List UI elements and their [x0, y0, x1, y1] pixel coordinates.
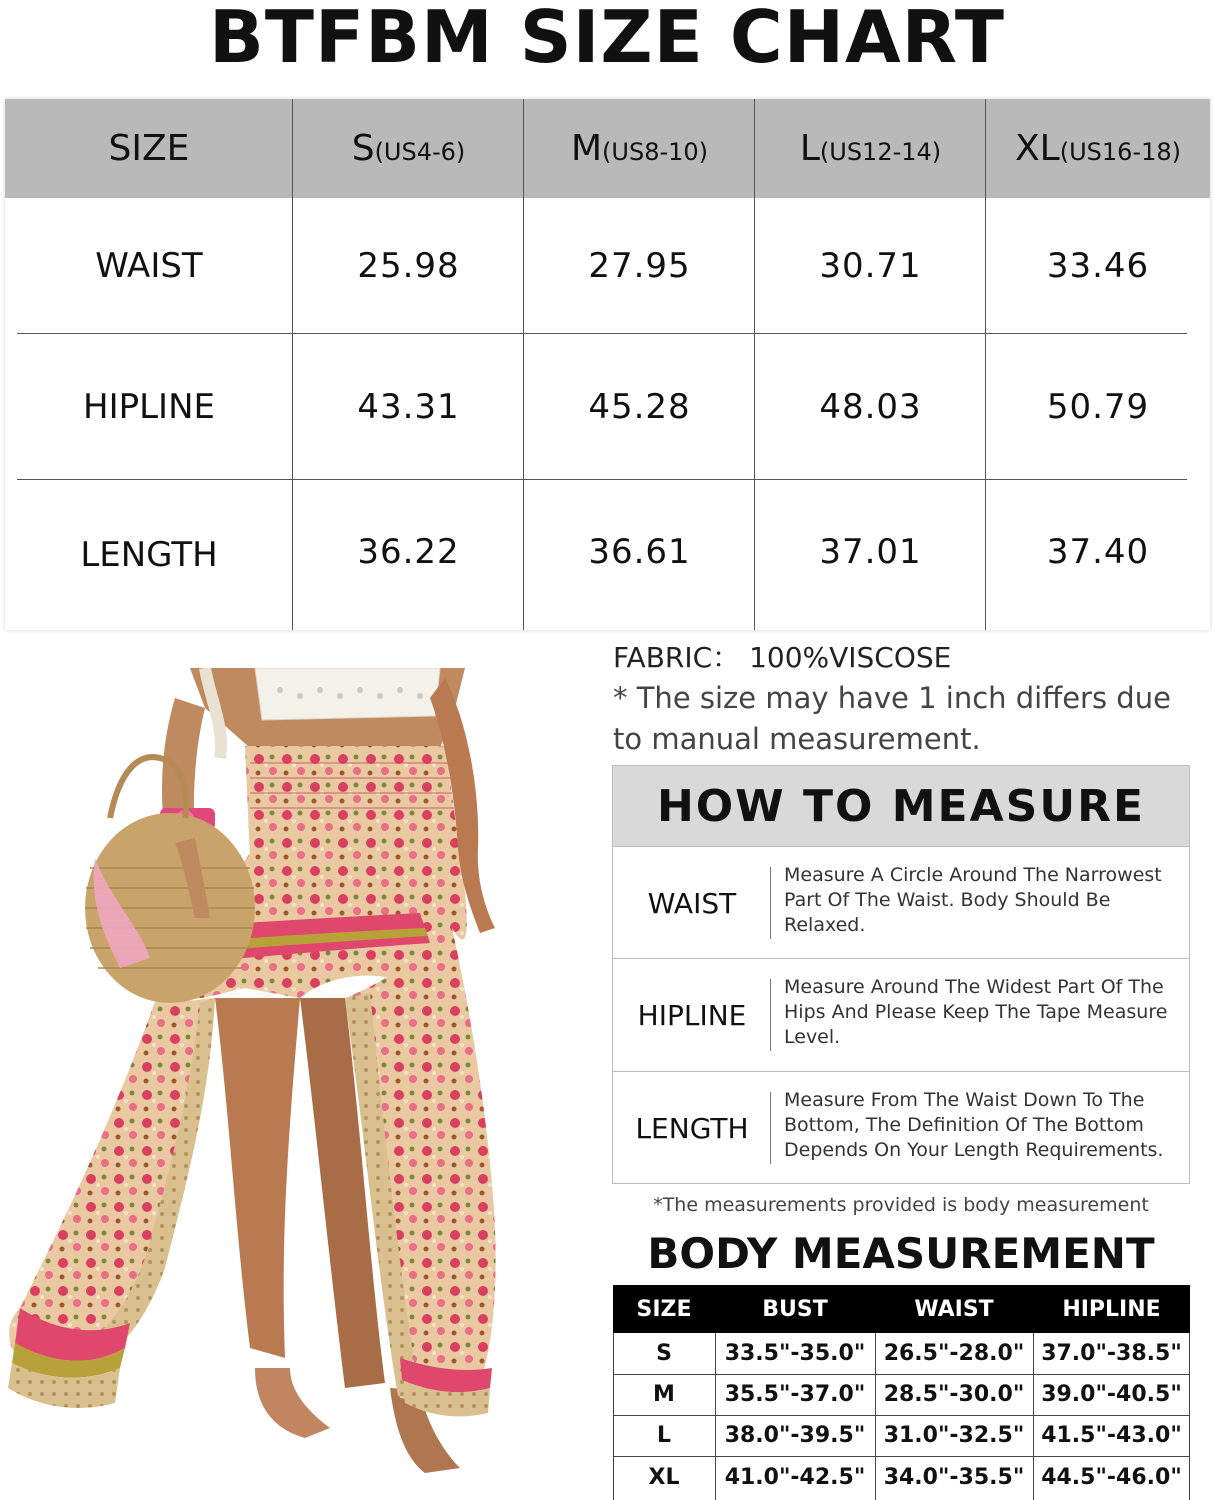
- table-cell: 37.01: [819, 531, 922, 572]
- table-cell: 41.5"-43.0": [1041, 1423, 1182, 1448]
- how-to-measure-title: HOW TO MEASURE: [613, 766, 1189, 846]
- divider: [770, 1092, 771, 1164]
- divider: [770, 979, 771, 1051]
- skirt-illustration: [0, 668, 505, 1500]
- table-cell: 44.5"-46.0": [1041, 1464, 1182, 1490]
- size-us-range: (US12-14): [819, 137, 942, 166]
- table-cell: 38.0"-39.5": [724, 1423, 866, 1448]
- table-cell: 30.71: [819, 245, 922, 286]
- fabric-info: FABRIC： 100%VISCOSE: [613, 641, 952, 674]
- size-letter: S: [351, 128, 375, 169]
- divider: [770, 867, 771, 939]
- table-cell: 36.61: [588, 531, 691, 572]
- size-chart-table: [5, 99, 1210, 630]
- table-cell: 33.46: [1046, 245, 1150, 286]
- table-cell: XL: [648, 1464, 680, 1490]
- table-cell: 26.5"-28.0": [883, 1341, 1025, 1366]
- how-to-measure-box: [612, 765, 1190, 1184]
- size-us-range: (US16-18): [1059, 137, 1181, 166]
- measure-description: Measure From The Waist Down To The Bottom, The Definition Of The Bottom Depends On Your Length Requirements.: [784, 1089, 1164, 1161]
- page-title: BTFBM SIZE CHART: [208, 0, 1005, 79]
- table-cell: 28.5"-30.0": [883, 1382, 1025, 1407]
- measure-row-length: [613, 1071, 1189, 1183]
- table-cell: L: [656, 1423, 672, 1448]
- table-cell: S: [656, 1341, 672, 1366]
- size-note: * The size may have 1 inch differs due to manual measurement.: [613, 681, 1171, 756]
- body-measurement-note: *The measurements provided is body measurement: [653, 1194, 1149, 1216]
- table-cell: M: [653, 1382, 675, 1407]
- measure-row-hipline: [613, 958, 1189, 1070]
- size-letter: M: [570, 128, 603, 169]
- table-cell: 33.5"-35.0": [724, 1341, 866, 1366]
- table-cell: 25.98: [357, 245, 460, 286]
- measure-description: Measure A Circle Around The Narrowest Part Of The Waist. Body Should Be Relaxed.: [784, 864, 1162, 936]
- body-measurement-title: BODY MEASUREMENT: [647, 1229, 1155, 1278]
- size-header-l: [755, 99, 986, 198]
- size-header-text: SIZE: [108, 128, 190, 169]
- table-cell: 50.79: [1046, 386, 1150, 427]
- measure-label: WAIST: [647, 886, 737, 920]
- table-cell: 37.0"-38.5": [1041, 1341, 1182, 1366]
- table-cell: 27.95: [588, 245, 691, 286]
- table-cell: 48.03: [819, 386, 922, 427]
- row-label-hipline: HIPLINE: [83, 386, 215, 427]
- row-label-waist: WAIST: [95, 245, 203, 286]
- size-header-m: [524, 99, 755, 198]
- product-photo: [0, 668, 505, 1500]
- size-us-range: (US4-6): [374, 137, 466, 166]
- table-cell: 37.40: [1046, 531, 1150, 572]
- column-header: SIZE: [636, 1296, 692, 1322]
- size-header-s: [293, 99, 524, 198]
- body-measurement-header: [613, 1285, 1190, 1333]
- measure-description: Measure Around The Widest Part Of The Hips And Please Keep The Tape Measure Level.: [784, 976, 1168, 1048]
- table-cell: 39.0"-40.5": [1041, 1382, 1182, 1407]
- size-letter: L: [799, 128, 820, 169]
- measure-label: LENGTH: [635, 1111, 749, 1145]
- column-header: HIPLINE: [1062, 1296, 1161, 1322]
- size-letter: XL: [1015, 128, 1060, 169]
- table-cell: 41.0"-42.5": [724, 1464, 866, 1490]
- body-measurement-table: [613, 1285, 1190, 1500]
- measure-row-waist: [613, 846, 1189, 958]
- row-label-length: LENGTH: [80, 535, 218, 575]
- size-header-xl: [986, 99, 1210, 198]
- size-header-label: [5, 99, 293, 198]
- column-header: BUST: [762, 1296, 828, 1322]
- table-cell: 31.0"-32.5": [883, 1423, 1025, 1448]
- column-header: WAIST: [914, 1296, 994, 1322]
- size-us-range: (US8-10): [602, 137, 709, 166]
- size-chart-header: [5, 99, 1210, 198]
- table-cell: 36.22: [357, 531, 460, 572]
- measure-label: HIPLINE: [637, 998, 747, 1032]
- table-cell: 35.5"-37.0": [724, 1382, 866, 1407]
- table-cell: 45.28: [588, 386, 691, 427]
- table-cell: 34.0"-35.5": [883, 1464, 1025, 1490]
- table-cell: 43.31: [357, 386, 460, 427]
